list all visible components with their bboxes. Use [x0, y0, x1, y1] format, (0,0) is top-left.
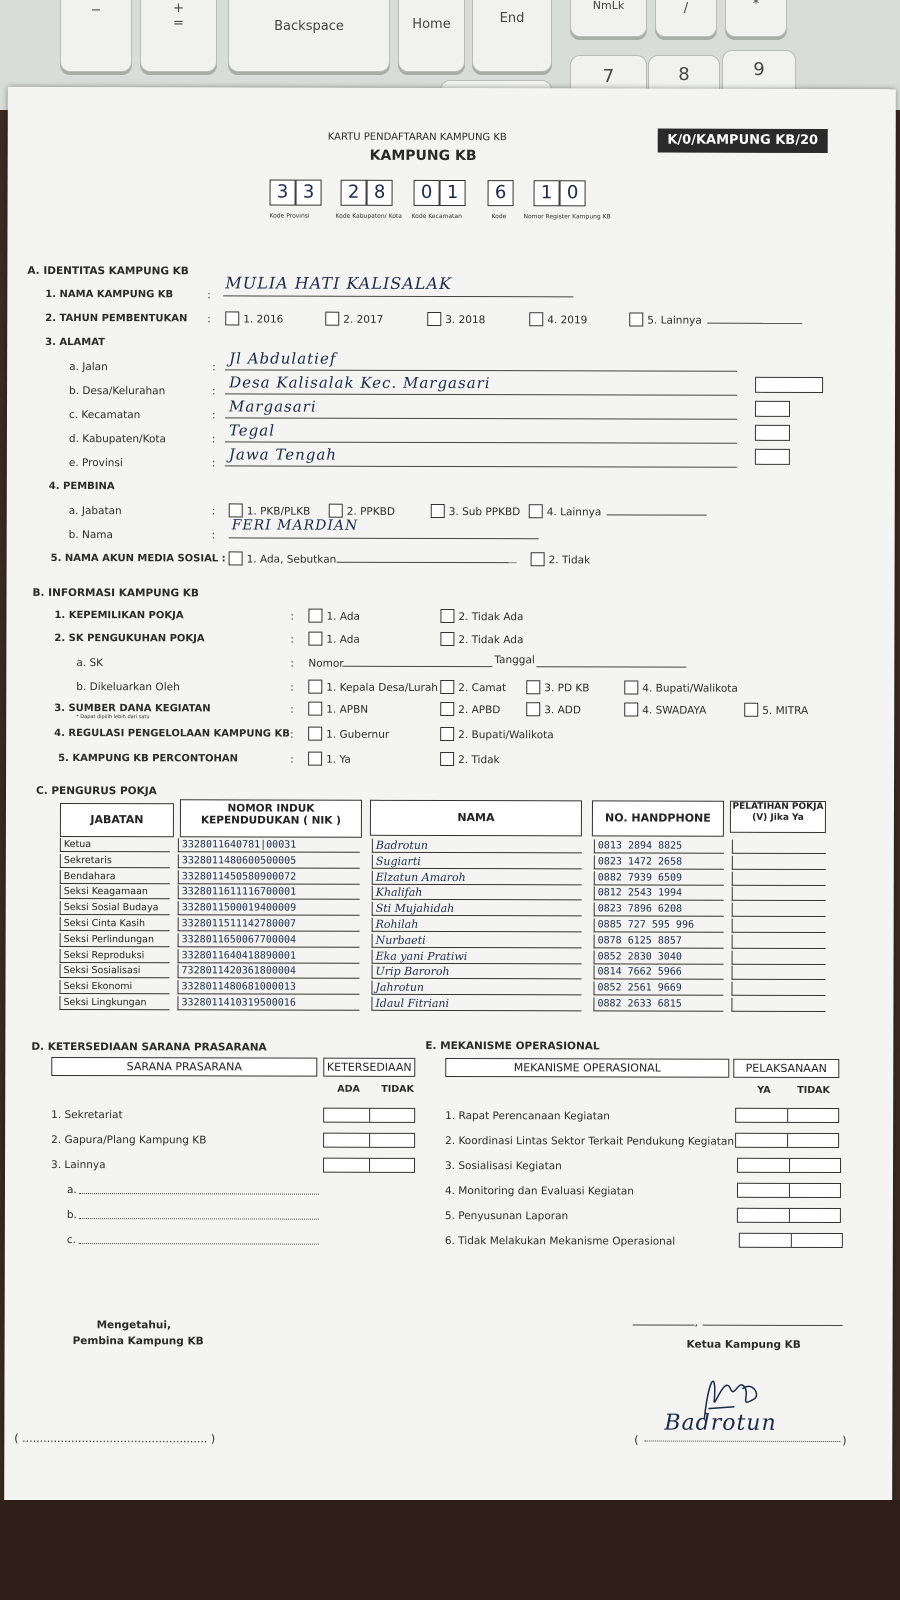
form-title: KAMPUNG KB	[369, 147, 477, 165]
checkbox[interactable]	[308, 609, 322, 623]
nama-cell[interactable]: Eka yani Pratiwi	[372, 950, 582, 965]
dotted-line	[79, 1193, 319, 1195]
nama-kampung-label: 1. NAMA KAMPUNG KB	[45, 288, 174, 301]
code-digit: 1	[534, 180, 560, 206]
nama-cell[interactable]: Nurbaeti	[372, 934, 582, 949]
checkbox[interactable]	[431, 504, 445, 518]
nama-cell[interactable]: Badrotun	[372, 839, 582, 854]
code-label: Kode Kecamatan	[411, 212, 462, 221]
underline	[225, 369, 737, 371]
nama-cell[interactable]: Idaul Fitriani	[371, 997, 581, 1012]
key-home[interactable]: Home	[398, 0, 465, 72]
pembina-nama-value[interactable]: FERI MARDIAN	[231, 517, 359, 534]
header-ketersediaan: KETERSEDIAAN	[323, 1058, 415, 1077]
nik-cell[interactable]: 3328011450580900072	[178, 870, 360, 884]
section-e-heading: E. MEKANISME OPERASIONAL	[425, 1039, 600, 1053]
alamat-label: 3. ALAMAT	[45, 336, 106, 349]
medsos-label: 5. NAMA AKUN MEDIA SOSIAL :	[50, 552, 226, 565]
pelatihan-cell[interactable]	[731, 998, 825, 1012]
availability-boxes[interactable]	[323, 1133, 415, 1148]
nama-cell[interactable]: Sti Mujahidah	[372, 902, 582, 917]
hp-cell[interactable]: 0885 727 595 996	[594, 918, 724, 932]
checkbox[interactable]	[529, 312, 543, 326]
hp-cell[interactable]: 0812 2543 1994	[594, 886, 724, 900]
jabatan-cell: Seksi Sosial Budaya	[60, 901, 170, 915]
header-sarana: SARANA PRASARANA	[51, 1057, 317, 1077]
dikeluarkan-label: b. Dikeluarkan Oleh	[76, 681, 180, 694]
code-digit: 1	[440, 180, 466, 206]
option-label: 1. APBN	[326, 703, 369, 716]
checkbox[interactable]	[308, 727, 322, 741]
option-label: 1. Kepala Desa/Lurah	[326, 681, 438, 694]
nama-cell[interactable]: Elzatun Amaroh	[372, 871, 582, 886]
pelatihan-cell[interactable]	[732, 840, 826, 854]
jabatan-label: a. Jabatan	[68, 505, 122, 518]
pelatihan-cell[interactable]	[732, 951, 826, 965]
sumber-dana-label: 3. SUMBER DANA KEGIATAN	[54, 702, 211, 715]
option-label: 2. APBD	[458, 704, 501, 717]
colon: :	[211, 529, 216, 542]
nik-cell[interactable]: 3328011511142780007	[178, 917, 360, 931]
hp-cell[interactable]: 0813 2894 8825	[594, 839, 724, 853]
pembina-label: 4. PEMBINA	[48, 480, 115, 493]
option-label: 3. ADD	[544, 704, 581, 717]
option-label: 2. 2017	[343, 313, 384, 326]
colon: :	[207, 289, 211, 302]
checkbox[interactable]	[308, 632, 322, 646]
col-header-nik: NOMOR INDUK KEPENDUDUKAN ( NIK )	[180, 799, 362, 837]
ketua-sign-label: Ketua Kampung KB	[686, 1338, 801, 1351]
registration-form-paper	[4, 87, 896, 1504]
option-label: 4. 2019	[547, 314, 588, 327]
key-end[interactable]: End	[472, 0, 552, 72]
code-digit: 2	[341, 180, 367, 206]
colon: :	[211, 409, 216, 422]
pembina-sign-label: Pembina Kampung KB	[72, 1335, 204, 1348]
nama-cell[interactable]: Jahrotun	[371, 981, 581, 996]
right-paren-open: (	[634, 1433, 639, 1447]
col-ya: YA	[757, 1084, 771, 1096]
col-header-jabatan: JABATAN	[60, 803, 174, 837]
colon: :	[207, 313, 211, 326]
key-9[interactable]: 9	[722, 50, 796, 107]
section-b-heading: B. INFORMASI KAMPUNG KB	[32, 586, 199, 600]
col-tidak: TIDAK	[381, 1083, 414, 1095]
pembina-nama-label: b. Nama	[68, 529, 113, 542]
checkbox[interactable]	[529, 504, 543, 518]
jabatan-cell: Seksi Cinta Kasih	[60, 917, 170, 931]
hp-cell[interactable]: 0852 2830 3040	[594, 950, 724, 964]
hp-cell[interactable]: 0823 7896 6208	[594, 902, 724, 916]
colon: :	[290, 610, 295, 623]
checkbox[interactable]	[624, 702, 638, 716]
checkbox[interactable]	[624, 680, 638, 694]
key-plus-equals[interactable]: + =	[140, 0, 217, 72]
checkbox[interactable]	[229, 503, 243, 517]
checkbox[interactable]	[225, 311, 239, 325]
underline	[229, 537, 539, 539]
nama-cell[interactable]: Urip Baroroh	[372, 965, 582, 980]
pelaksanaan-boxes[interactable]	[735, 1133, 839, 1148]
option-label: 1. Ya	[326, 753, 351, 766]
code-box[interactable]	[755, 449, 790, 465]
option-label: 1. Gubernur	[326, 728, 390, 741]
jabatan-cell: Seksi Ekonomi	[59, 980, 169, 994]
nik-cell[interactable]: 3328011650067700004	[178, 933, 360, 947]
colon: :	[290, 657, 294, 670]
checkbox[interactable]	[531, 552, 545, 566]
pelatihan-cell[interactable]	[731, 982, 825, 996]
nik-cell[interactable]: 3328011640418890001	[178, 949, 360, 963]
percontohan-label: 5. KAMPUNG KB PERCONTOHAN	[58, 752, 239, 765]
nik-cell[interactable]: 3328011640781|00031	[178, 838, 360, 852]
alamat-row-label: a. Jalan	[69, 361, 108, 374]
jabatan-cell: Seksi Keagamaan	[60, 885, 170, 899]
colon: :	[290, 753, 294, 766]
key-slash[interactable]: /	[655, 0, 717, 37]
pelaksanaan-boxes[interactable]	[735, 1108, 839, 1123]
hp-cell[interactable]: 0814 7662 5966	[594, 965, 724, 979]
col-header-hp: NO. HANDPHONE	[592, 800, 724, 836]
key-asterisk[interactable]: *	[725, 0, 787, 37]
header-pelaksanaan: PELAKSANAAN	[733, 1059, 839, 1078]
desa-value[interactable]: Desa Kalisalak Kec. Margasari	[229, 373, 491, 393]
checkbox[interactable]	[526, 680, 540, 694]
colon: :	[211, 457, 216, 470]
underline	[607, 514, 707, 515]
checkbox[interactable]	[440, 727, 454, 741]
sumber-dana-note: * Dapat dipilih lebih dari satu	[76, 714, 150, 721]
option-label: 4. Bupati/Walikota	[642, 682, 738, 695]
jabatan-cell: Seksi Reproduksi	[60, 949, 170, 963]
hp-cell[interactable]: 0878 6125 8857	[594, 934, 724, 948]
jabatan-cell: Seksi Lingkungan	[59, 996, 169, 1010]
pelatihan-cell[interactable]	[732, 966, 826, 980]
tahun-label: 2. TAHUN PEMBENTUKAN	[45, 312, 188, 325]
jabatan-cell: Seksi Perlindungan	[60, 933, 170, 947]
underline	[225, 441, 737, 443]
colon: :	[290, 703, 294, 716]
nama-cell[interactable]: Sugiarti	[372, 855, 582, 870]
colon: :	[211, 433, 216, 446]
pelaksanaan-boxes[interactable]	[737, 1208, 841, 1223]
kecamatan-value[interactable]: Margasari	[228, 397, 317, 416]
underline	[225, 417, 737, 419]
pelatihan-cell[interactable]	[732, 887, 826, 901]
code-badge: K/0/KAMPUNG KB/20	[658, 129, 828, 153]
option-label: 4. SWADAYA	[642, 704, 707, 717]
option-label: 1. Ada	[326, 633, 360, 646]
checkbox[interactable]	[526, 702, 540, 716]
nik-cell[interactable]: 3328011480600500005	[178, 854, 360, 868]
col-tidak: TIDAK	[797, 1084, 830, 1096]
key-8[interactable]: 8	[648, 55, 720, 112]
jabatan-cell: Seksi Sosialisasi	[60, 964, 170, 978]
sk-tanggal-label: Tanggal	[494, 654, 535, 667]
pelatihan-cell[interactable]	[732, 872, 826, 886]
sarana-subitem: b.	[66, 1208, 77, 1222]
colon: :	[290, 633, 294, 646]
nik-cell[interactable]: 3328011611116700001	[178, 885, 360, 899]
form-title-small: KARTU PENDAFTARAN KAMPUNG KB	[327, 131, 507, 144]
nik-cell[interactable]: 3328011500019400009	[178, 901, 360, 915]
sarana-item: 1. Sekretariat	[51, 1108, 123, 1122]
provinsi-value[interactable]: Jawa Tengah	[228, 445, 338, 464]
alamat-row-label: b. Desa/Kelurahan	[69, 385, 166, 398]
checkbox[interactable]	[440, 632, 454, 646]
code-label: Kode	[491, 213, 507, 221]
nik-cell[interactable]: 3328011410319500016	[177, 996, 359, 1010]
hp-cell[interactable]: 0882 2633 6815	[593, 997, 723, 1011]
pelatihan-cell[interactable]	[732, 935, 826, 949]
sarana-subitem: c.	[66, 1233, 76, 1247]
key-minus[interactable]: −	[60, 0, 132, 72]
alamat-row-label: e. Provinsi	[68, 457, 123, 470]
availability-boxes[interactable]	[323, 1108, 415, 1123]
date-comma: ,	[694, 1316, 698, 1329]
code-digit: 8	[367, 180, 393, 206]
option-label: 1. Ada, Sebutkan	[246, 553, 337, 566]
col-header-nama: NAMA	[370, 800, 582, 837]
key-numlock[interactable]: NmLk	[570, 0, 647, 37]
right-paren-close: )	[842, 1434, 847, 1448]
availability-boxes[interactable]	[323, 1158, 415, 1173]
nama-kampung-value[interactable]: MULIA HATI KALISALAK	[225, 273, 452, 294]
sk-pengukuhan-label: 2. SK PENGUKUHAN POKJA	[54, 632, 205, 645]
checkbox[interactable]	[427, 312, 441, 326]
option-label: 1. Ada	[326, 610, 360, 623]
sarana-item: 2. Gapura/Plang Kampung KB	[51, 1133, 207, 1147]
section-a-heading: A. IDENTITAS KAMPUNG KB	[27, 264, 189, 278]
table-surface	[0, 1500, 900, 1600]
mekanisme-item: 5. Penyusunan Laporan	[444, 1209, 569, 1223]
dotted-line	[79, 1218, 319, 1220]
date-line	[703, 1325, 843, 1326]
key-7[interactable]: 7	[570, 55, 647, 112]
checkbox[interactable]	[629, 312, 643, 326]
option-label: 2. Camat	[458, 682, 507, 695]
option-label: 3. Sub PPKBD	[448, 505, 521, 519]
checkbox[interactable]	[440, 702, 454, 716]
checkbox[interactable]	[329, 504, 343, 518]
hp-cell[interactable]: 0882 7939 6509	[594, 871, 724, 885]
code-digit: 3	[270, 180, 296, 206]
option-label: 2. PPKBD	[346, 505, 395, 518]
checkbox[interactable]	[308, 680, 322, 694]
ketua-name: Badrotun	[664, 1410, 777, 1436]
code-label: Kode Provinsi	[269, 212, 310, 220]
pelatihan-cell[interactable]	[732, 903, 826, 917]
pelaksanaan-boxes[interactable]	[739, 1233, 843, 1248]
checkbox[interactable]	[744, 703, 758, 717]
option-label: 5. Lainnya	[647, 314, 702, 327]
alamat-row-label: c. Kecamatan	[68, 409, 141, 422]
jabatan-cell: Ketua	[60, 838, 170, 852]
option-label: 1. PKB/PLKB	[246, 505, 311, 518]
option-label: 2. Tidak Ada	[458, 634, 524, 647]
nama-cell[interactable]: Khalifah	[372, 886, 582, 901]
mekanisme-item: 2. Koordinasi Lintas Sektor Terkait Pendukung Kegiatan	[445, 1134, 735, 1148]
underline	[225, 393, 737, 395]
checkbox[interactable]	[440, 752, 454, 766]
header-mekanisme: MEKANISME OPERASIONAL	[445, 1058, 729, 1078]
nik-cell[interactable]: 7328011420361800004	[178, 964, 360, 978]
checkbox[interactable]	[440, 609, 454, 623]
section-d-heading: D. KETERSEDIAAN SARANA PRASARANA	[31, 1040, 267, 1054]
option-label: 5. MITRA	[762, 704, 809, 717]
kabupaten-value[interactable]: Tegal	[228, 421, 276, 440]
option-label: 2. Tidak	[548, 554, 591, 567]
jabatan-cell: Bendahara	[60, 870, 170, 884]
underline	[536, 666, 686, 667]
colon: :	[212, 361, 216, 374]
sarana-subitem: a.	[66, 1183, 77, 1197]
code-digit: 0	[414, 180, 440, 206]
checkbox[interactable]	[229, 551, 243, 565]
option-label: 2. Tidak	[458, 754, 500, 767]
underline	[337, 562, 517, 563]
code-digit: 6	[488, 180, 514, 206]
colon: :	[211, 505, 216, 518]
col-header-pelatihan: PELATIHAN POKJA (V) Jika Ya	[730, 801, 826, 833]
regulasi-label: 4. REGULASI PENGELOLAAN KAMPUNG KB	[54, 727, 290, 740]
underline	[223, 295, 573, 297]
sarana-item: 3. Lainnya	[51, 1158, 106, 1172]
kepemilikan-label: 1. KEPEMILIKAN POKJA	[54, 609, 184, 622]
mekanisme-item: 1. Rapat Perencanaan Kegiatan	[445, 1109, 610, 1123]
dotted-line	[79, 1243, 319, 1245]
colon: :	[290, 681, 294, 694]
nama-cell[interactable]: Rohilah	[372, 918, 582, 933]
checkbox[interactable]	[308, 702, 322, 716]
checkbox[interactable]	[308, 752, 322, 766]
sk-label: a. SK	[76, 657, 104, 670]
option-label: 3. PD KB	[544, 682, 590, 695]
date-line	[633, 1324, 695, 1325]
code-label: Nomor Register Kampung KB	[523, 213, 611, 221]
code-box[interactable]	[755, 377, 823, 393]
option-label: 2. Tidak Ada	[458, 611, 524, 624]
code-digit: 0	[560, 180, 586, 206]
code-label: Kode Kabupaten/ Kota	[335, 212, 402, 220]
mekanisme-item: 3. Sosialisasi Kegiatan	[445, 1159, 562, 1173]
underline	[225, 465, 737, 467]
hp-cell[interactable]: 0823 1472 2658	[594, 855, 724, 869]
colon: :	[212, 385, 216, 398]
jalan-value[interactable]: Jl Abdulatief	[229, 349, 337, 368]
code-box[interactable]	[755, 401, 790, 417]
mengetahui-label: Mengetahui,	[96, 1319, 171, 1332]
pelaksanaan-boxes[interactable]	[737, 1183, 841, 1198]
pelatihan-cell[interactable]	[732, 919, 826, 933]
checkbox[interactable]	[325, 312, 339, 326]
code-box[interactable]	[755, 425, 790, 441]
col-ada: ADA	[337, 1083, 360, 1095]
pelaksanaan-boxes[interactable]	[737, 1158, 841, 1173]
checkbox[interactable]	[440, 680, 454, 694]
code-digit: 3	[296, 180, 322, 206]
option-label: 1. 2016	[243, 313, 284, 326]
jabatan-cell: Sekretaris	[60, 854, 170, 868]
section-c-heading: C. PENGURUS POKJA	[35, 784, 157, 798]
key-backspace[interactable]: Backspace	[228, 0, 390, 72]
nik-cell[interactable]: 3328011480681000013	[177, 980, 359, 994]
underline	[707, 323, 802, 324]
alamat-row-label: d. Kabupaten/Kota	[68, 433, 166, 446]
hp-cell[interactable]: 0852 2561 9669	[593, 981, 723, 995]
colon: :	[290, 728, 294, 741]
mekanisme-item: 4. Monitoring dan Evaluasi Kegiatan	[444, 1184, 634, 1198]
option-label: 2. Bupati/Walikota	[458, 729, 554, 742]
pelatihan-cell[interactable]	[732, 856, 826, 870]
mekanisme-item: 6. Tidak Melakukan Mekanisme Operasional	[444, 1234, 676, 1248]
dotted-line	[644, 1441, 840, 1443]
underline	[342, 666, 492, 667]
option-label: 4. Lainnya	[546, 506, 602, 519]
option-label: 3. 2018	[445, 313, 486, 327]
left-signature-placeholder: ( ..................................................... )	[14, 1431, 216, 1446]
sk-nomor-label: Nomor	[308, 657, 344, 670]
